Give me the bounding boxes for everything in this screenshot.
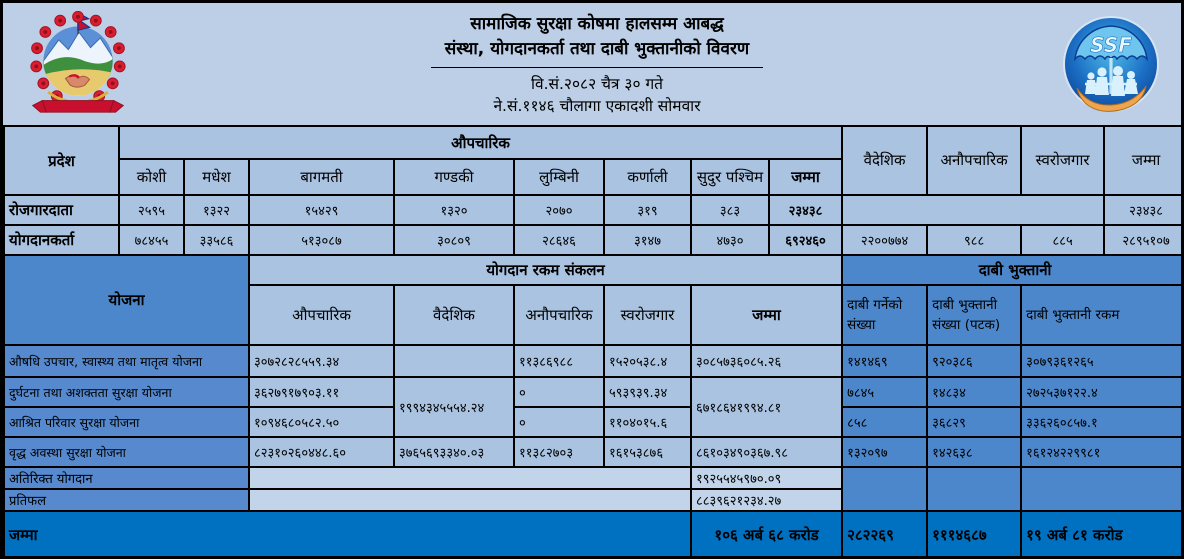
returns-total: ८८३९६२१२३४.२७ [691, 489, 842, 511]
contributor-madhesh: ३३५८६ [184, 225, 249, 255]
plan2-formal: ३६२७९१७९०३.११ [249, 377, 394, 407]
plan4-claim-amount: १६१२४२२९९८१ [1021, 437, 1184, 467]
plan1-claim-amount: ३०७९३६१२६५ [1021, 345, 1184, 377]
plan-name: वृद्ध अवस्था सुरक्षा योजना [4, 437, 249, 467]
plan1-formal: ३०७२८२८५५९.३४ [249, 345, 394, 377]
contributor-gandaki: ३०८०९ [394, 225, 514, 255]
employer-gandaki: १३२० [394, 195, 514, 225]
plan-name: औषधि उपचार, स्वास्थ्य तथा मातृत्व योजना [4, 345, 249, 377]
contributor-total: ६९२४६० [769, 225, 842, 255]
col-header-koshi: कोशी [119, 159, 184, 195]
plan4-claim-paid-count: १४२६३८ [927, 437, 1021, 467]
plan1-claim-paid-count: ९२०३८६ [927, 345, 1021, 377]
plan-name: दुर्घटना तथा अशक्तता सुरक्षा योजना [4, 377, 249, 407]
extra-claim-amount-empty [1021, 467, 1184, 511]
employer-lumbini: २०७० [514, 195, 604, 225]
claim-col-payments: दाबी भुक्तानी संख्या (पटक) [927, 285, 1021, 345]
claim-col-claimants: दाबी गर्नेको संख्या [842, 285, 927, 345]
collection-col-selfemployed: स्वरोजगार [604, 285, 691, 345]
report-titles [153, 9, 1041, 118]
plan2-3-foreign-merged: १९९४३४५५५४.२४ [394, 377, 514, 437]
employer-grand-total: २३४३८ [1104, 195, 1184, 225]
plan4-foreign: ३७६५६९३३४०.०३ [394, 437, 514, 467]
claim-col-amount: दाबी भुक्तानी रकम [1021, 285, 1184, 345]
plan3-claim-amount: ३३६२६०८५७.१ [1021, 407, 1184, 437]
title-line-2: संस्था, योगदानकर्ता तथा दाबी भुक्तानीको विवरण [431, 38, 763, 68]
grand-total-label: जम्मा [4, 511, 691, 558]
ssf-summary-table [3, 125, 1184, 559]
col-header-bagmati: बागमती [249, 159, 394, 195]
extra-row-empty [249, 489, 691, 511]
date-nepal-sambat: ने.सं.११४६ चौलागा एकादशी सोमवार [493, 97, 701, 116]
plan4-claim-count: १३२०९७ [842, 437, 927, 467]
collection-col-informal: अनौपचारिक [514, 285, 604, 345]
formal-group-header: औपचारिक [119, 126, 842, 159]
plan1-selfemployed: १५२०५३८.४ [604, 345, 691, 377]
province-corner-header: प्रदेश [4, 126, 119, 195]
contributor-grand-total: २८९५१०७ [1104, 225, 1184, 255]
plan4-informal: ११३८२७०३ [514, 437, 604, 467]
plan3-informal: ० [514, 407, 604, 437]
plan3-claim-paid-count: ३६८२९ [927, 407, 1021, 437]
employer-sudurpashchim: ३८३ [691, 195, 769, 225]
collection-group-header: योगदान रकम संकलन [249, 255, 842, 285]
col-header-foreign: वैदेशिक [842, 126, 927, 195]
plan2-claim-amount: २७२५३७१२२.४ [1021, 377, 1184, 407]
employer-koshi: २५९५ [119, 195, 184, 225]
extra-row-empty [249, 467, 691, 489]
plan2-claim-paid-count: १४८३४ [927, 377, 1021, 407]
plan2-3-total-merged: ६७१८६४१९९४.८१ [691, 377, 842, 437]
employer-karnali: ३१९ [604, 195, 691, 225]
extra-claim-count-empty [842, 467, 927, 511]
contributor-koshi: ७८४५५ [119, 225, 184, 255]
contributor-foreign: २२००७७४ [842, 225, 927, 255]
col-header-gandaki: गण्डकी [394, 159, 514, 195]
plan3-formal: १०९४६८०५८२.५० [249, 407, 394, 437]
plan4-total: ८६१०३४९०३६७.९८ [691, 437, 842, 467]
extra-claim-paid-empty [927, 467, 1021, 511]
title-line-1: सामाजिक सुरक्षा कोषमा हालसम्म आबद्ध [470, 14, 724, 35]
employer-madhesh: १३२२ [184, 195, 249, 225]
plan1-informal: ११३८६९८८ [514, 345, 604, 377]
col-header-total: जम्मा [769, 159, 842, 195]
employer-row-label: रोजगारदाता [4, 195, 119, 225]
nepal-government-emblem-icon [3, 11, 153, 117]
employer-bagmati: १५४२९ [249, 195, 394, 225]
plan1-total: ३०८५७३६०८५.२६ [691, 345, 842, 377]
contributor-informal: ९८८ [927, 225, 1021, 255]
plan2-informal: ० [514, 377, 604, 407]
grand-total-claim-paid-count: १११४६८७ [927, 511, 1021, 558]
plan4-selfemployed: १६१५३८७६ [604, 437, 691, 467]
col-header-karnali: कर्णाली [604, 159, 691, 195]
col-header-sudurpashchim: सुदुर पश्चिम [691, 159, 769, 195]
col-header-lumbini: लुम्बिनी [514, 159, 604, 195]
col-header-selfemployed: स्वरोजगार [1021, 126, 1104, 195]
plan1-foreign-empty [394, 345, 514, 377]
collection-col-formal: औपचारिक [249, 285, 394, 345]
plan2-selfemployed: ५९३९३९.३४ [604, 377, 691, 407]
plan-name: आश्रित परिवार सुरक्षा योजना [4, 407, 249, 437]
date-bikram-sambat: वि.सं.२०८२ चैत्र ३० गते [530, 74, 664, 93]
claim-group-header: दाबी भुक्तानी [842, 255, 1184, 285]
col-header-madhesh: मधेश [184, 159, 249, 195]
contributor-row-label: योगदानकर्ता [4, 225, 119, 255]
col-header-grand-total: जम्मा [1104, 126, 1184, 195]
plan2-claim-count: ७८४५ [842, 377, 927, 407]
plan3-selfemployed: ११०४०१५.६ [604, 407, 691, 437]
ssf-logo-text: SSF [1090, 33, 1132, 57]
contributor-sudurpashchim: ४७३० [691, 225, 769, 255]
plan3-claim-count: ८५८ [842, 407, 927, 437]
grand-total-collection: १०६ अर्ब ६८ करोड [691, 511, 842, 558]
plan1-claim-count: १४१४६९ [842, 345, 927, 377]
col-header-informal: अनौपचारिक [927, 126, 1021, 195]
employer-empty-cell [842, 195, 1104, 225]
employer-total: २३४३८ [769, 195, 842, 225]
grand-total-claim-amount: १९ अर्ब ८१ करोड [1021, 511, 1184, 558]
plan4-formal: ८२३१०२६०४४८.६० [249, 437, 394, 467]
contributor-lumbini: २८६४६ [514, 225, 604, 255]
ssf-logo-icon [1041, 14, 1181, 114]
contributor-selfemployed: ८८५ [1021, 225, 1104, 255]
grand-total-claim-count: २८२२६९ [842, 511, 927, 558]
plan-corner-header: योजना [4, 255, 249, 345]
contributor-bagmati: ५१३०८७ [249, 225, 394, 255]
extra-row-label: अतिरिक्त योगदान [4, 467, 249, 489]
report-header [3, 3, 1181, 125]
contributor-karnali: ३१४७ [604, 225, 691, 255]
additional-contribution-total: १९२५५४५९७०.०९ [691, 467, 842, 489]
extra-row-label: प्रतिफल [4, 489, 249, 511]
collection-col-total: जम्मा [691, 285, 842, 345]
collection-col-foreign: वैदेशिक [394, 285, 514, 345]
